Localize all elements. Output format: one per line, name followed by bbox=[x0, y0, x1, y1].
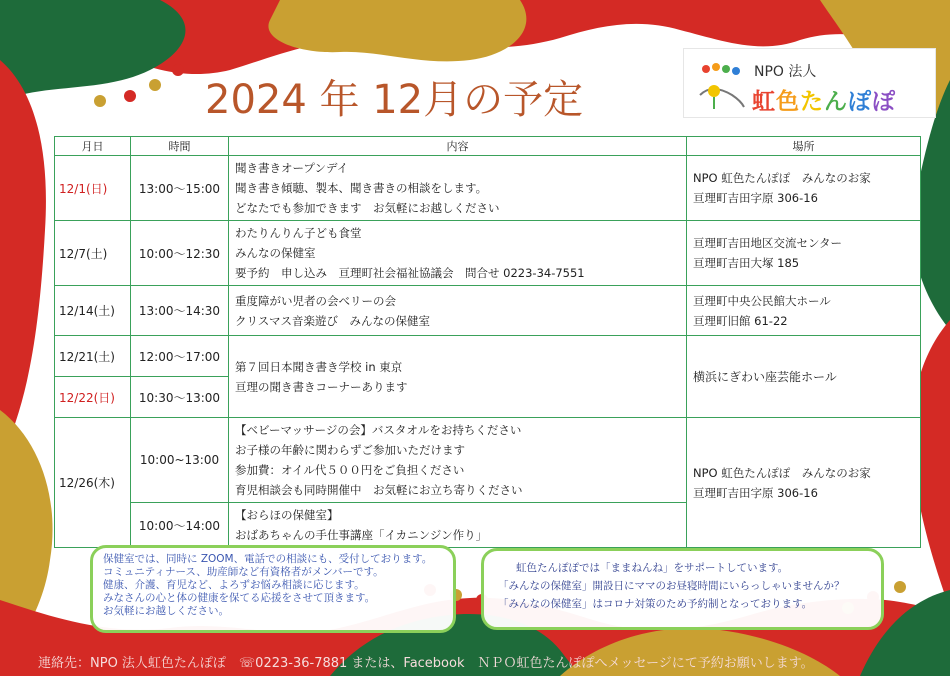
content-line: 育児相談会も同時開催中 お気軽にお立ち寄りください bbox=[235, 483, 523, 497]
table-header-row bbox=[55, 137, 921, 156]
mama-nenne-note bbox=[481, 548, 884, 630]
place-cell bbox=[687, 221, 921, 286]
place-cell bbox=[687, 286, 921, 336]
note-line: 虹色たんぽぽでは「ままねんね」をサポートしています。 bbox=[516, 562, 789, 574]
gold-wave-top bbox=[268, 0, 526, 61]
note-line: 「みんなの保健室」開設日にママのお昼寝時間にいらっしゃいませんか？ bbox=[498, 580, 845, 592]
time-cell: 12:00～17:00 bbox=[131, 336, 229, 377]
logo-name-char: ぽ bbox=[848, 89, 872, 115]
place-line: 亘理町中央公民館大ホール bbox=[693, 293, 831, 308]
table-row bbox=[55, 418, 921, 503]
time-cell: 13:00～14:30 bbox=[131, 286, 229, 336]
content-line: 第７回日本聞き書き学校 in 東京 bbox=[235, 359, 403, 374]
place-line: 亘理町吉田字原 306-16 bbox=[693, 191, 818, 205]
date-cell: 12/7(土) bbox=[55, 221, 131, 286]
content-line: どなたでも参加できます お気軽にお越しください bbox=[235, 201, 500, 215]
content-line: おばあちゃんの手仕事講座「イカニンジン作り」 bbox=[235, 528, 488, 542]
time-cell: 10:00～14:00 bbox=[131, 503, 229, 548]
content-cell bbox=[229, 221, 687, 286]
date-cell: 12/21(土) bbox=[55, 336, 131, 377]
place-line: NPO 虹色たんぽぽ みんなのお家 bbox=[693, 171, 871, 185]
note-line: お気軽にお越しください。 bbox=[103, 605, 229, 617]
note-line: 保健室では、同時に ZOOM、電話での相談にも、受付しております。 bbox=[103, 553, 433, 565]
date-cell: 12/26(木) bbox=[55, 418, 131, 548]
red-dot bbox=[172, 64, 184, 76]
place-cell: 横浜にぎわい座芸能ホール bbox=[687, 336, 921, 418]
content-line: 聞き書きオープンデイ bbox=[235, 161, 349, 175]
contact-footer: 連絡先：NPO 法人虹色たんぽぽ ☏0223-36-7881 または、Facebook ＮＰＯ虹色たんぽぽへメッセージにて予約お願いします。 bbox=[38, 656, 814, 671]
place-line: 亘理町吉田大塚 185 bbox=[693, 256, 800, 270]
red-dot bbox=[124, 90, 136, 102]
content-line: 亘理の聞き書きコーナーあります bbox=[235, 379, 408, 394]
table-row bbox=[55, 156, 921, 221]
place-cell bbox=[687, 418, 921, 548]
date-cell: 12/1(日) bbox=[55, 156, 131, 221]
note-line: コミュニティナース、助産師など有資格者がメンバーです。 bbox=[103, 566, 384, 578]
note-line: 健康、介護、育児など、よろずお悩み相談に応じます。 bbox=[103, 579, 365, 591]
header-place: 場所 bbox=[687, 137, 921, 156]
gold-dot bbox=[149, 79, 161, 91]
content-line: 【ベビーマッサージの会】バスタオルをお持ちください bbox=[235, 423, 522, 437]
logo-name-char: 色 bbox=[776, 89, 800, 115]
content-cell bbox=[229, 286, 687, 336]
content-cell bbox=[229, 418, 687, 503]
logo-name-char: た bbox=[800, 89, 824, 115]
content-line: わたりんりん子ども食堂 bbox=[235, 226, 362, 240]
logo bbox=[683, 48, 936, 118]
place-line: 亘理町旧館 61-22 bbox=[693, 313, 788, 328]
date-cell: 12/22(日) bbox=[55, 377, 131, 418]
content-line: お子様の年齢に関わらずご参加いただけます bbox=[235, 443, 465, 457]
table-row bbox=[55, 336, 921, 377]
time-cell: 13:00～15:00 bbox=[131, 156, 229, 221]
header-time: 時間 bbox=[131, 137, 229, 156]
header-date: 月日 bbox=[55, 137, 131, 156]
gold-dot bbox=[894, 581, 906, 593]
header-content: 内容 bbox=[229, 137, 687, 156]
gold-dot bbox=[94, 95, 106, 107]
logo-name-char: ぽ bbox=[872, 89, 896, 115]
logo-name-char: ん bbox=[824, 89, 848, 115]
logo-name bbox=[752, 83, 896, 116]
content-line: クリスマス音楽遊び みんなの保健室 bbox=[235, 313, 431, 328]
place-line: 亘理町吉田字原 306-16 bbox=[693, 485, 818, 500]
content-line: 【おらほの保健室】 bbox=[235, 508, 339, 522]
schedule-table bbox=[54, 136, 921, 548]
time-cell: 10:30～13:00 bbox=[131, 377, 229, 418]
note-line: 「みんなの保健室」はコロナ対策のため予約制となっております。 bbox=[498, 598, 813, 610]
content-line: 重度障がい児者の会べリーの会 bbox=[235, 293, 396, 308]
health-room-note bbox=[90, 545, 456, 633]
content-cell bbox=[229, 156, 687, 221]
logo-name-char: 虹 bbox=[752, 89, 776, 115]
place-line: NPO 虹色たんぽぽ みんなのお家 bbox=[693, 465, 871, 480]
table-row bbox=[55, 221, 921, 286]
content-line: 参加費：オイル代５００円をご負担ください bbox=[235, 463, 465, 477]
logo-npo-label: NPO 法人 bbox=[754, 64, 817, 80]
time-cell: 10:00～12:30 bbox=[131, 221, 229, 286]
content-line: 聞き書き傾聴、製本、聞き書きの相談をします。 bbox=[235, 181, 488, 195]
page-title: 2024 年 12月の予定 bbox=[205, 77, 584, 123]
dandelion-mascot-icon bbox=[692, 55, 748, 113]
table-row bbox=[55, 286, 921, 336]
note-line: みなさんの心と体の健康を保てる応援をさせて頂きます。 bbox=[103, 592, 376, 604]
content-line: 要予約 申し込み 亘理町社会福祉協議会 問合せ 0223-34-7551 bbox=[235, 266, 585, 280]
place-line: 亘理町吉田地区交流センター bbox=[693, 236, 843, 250]
content-cell bbox=[229, 336, 687, 418]
content-line: みんなの保健室 bbox=[235, 246, 316, 260]
place-cell bbox=[687, 156, 921, 221]
content-cell bbox=[229, 503, 687, 548]
red-wave-left bbox=[0, 60, 46, 460]
date-cell: 12/14(土) bbox=[55, 286, 131, 336]
time-cell: 10:00~13:00 bbox=[131, 418, 229, 503]
